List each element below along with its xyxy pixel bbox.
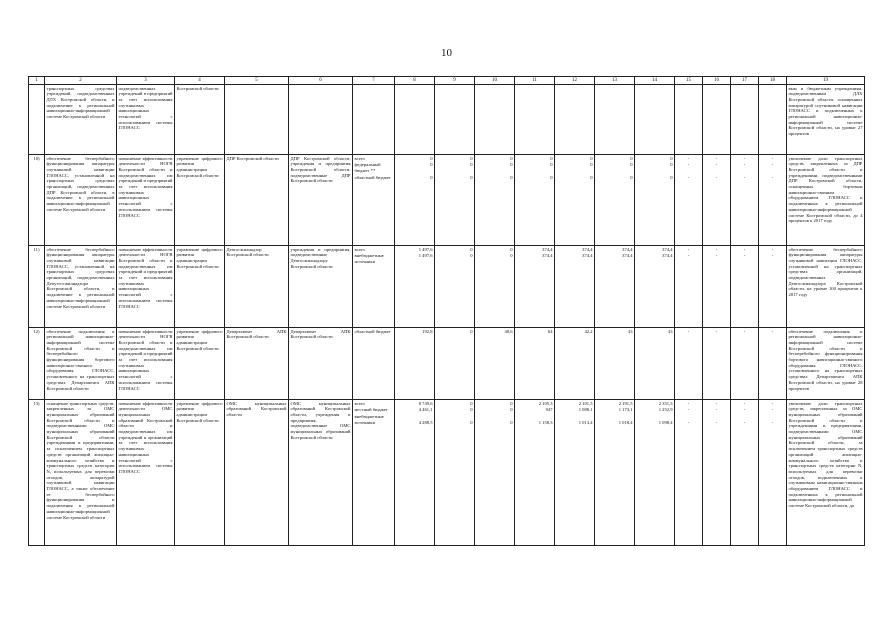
amount-cell — [595, 155, 635, 246]
amount-cell — [395, 155, 435, 246]
text-cell: транспортных средствах учреждений, подведомственных ДЛХ Костромской области, и подключение к региональной навигационно-информационной системе Костромской области — [45, 85, 117, 155]
amount-value: - — [715, 162, 718, 168]
amount-cell — [475, 85, 515, 155]
amount-value: - — [687, 419, 690, 425]
text-cell: управление цифрового развития администрации Костромской области — [175, 328, 225, 400]
text-cell: ДПР Костромской области, учреждения и предприятия Костромской области, подведомственные ДПР Костромской области — [289, 155, 353, 246]
amount-value: 0 — [510, 162, 513, 168]
amount-value: 0 — [670, 155, 673, 161]
column-number: 15 — [675, 77, 703, 85]
amount-value: - — [715, 155, 718, 161]
amount-value: 0 — [470, 174, 473, 180]
expected-result-cell: увеличение доли транспортных средств, закрепленных за ОМС муниципальных образований Костромской области и учреждениями и предприятиями, подведомственными ОМС муниципальных образований Костромской области, за исключением транспортных средств организаций жилищно-коммунального хозяйства и транспортных средств категории N, используемых для перевозки отходов, подключенных к спутниковым навигационно-связным оборудованием ГЛОНАСС и подключенных к региональной навигационно-информационной системе Костромской области, до — [787, 400, 865, 546]
amount-value: 374,4 — [542, 253, 553, 259]
column-number: 5 — [225, 77, 289, 85]
text-cell: Депгосжилнадзор Костромской области — [225, 246, 289, 328]
funding-source-cell — [353, 246, 395, 328]
amount-cell — [703, 85, 731, 155]
text-cell: повышение эффективности деятельности НОГВ Костромской области и подведомственных им учреждений и предприятий за счет использования спутниковых навигационных технологий с использованием системы ГЛОНАСС — [117, 246, 175, 328]
amount-cell — [595, 85, 635, 155]
amount-value: 947 — [545, 407, 553, 413]
amount-value: 1 497,6 — [418, 253, 433, 259]
amount-value: 0 — [670, 162, 673, 168]
amount-value: 0 — [470, 407, 473, 413]
amount-value: - — [743, 407, 746, 413]
amount-value: 0 — [470, 162, 473, 168]
table-row — [29, 85, 865, 155]
column-number: 19 — [787, 77, 865, 85]
funding-source: всего — [354, 155, 365, 161]
row-number-cell — [29, 85, 45, 155]
amount-cell — [475, 246, 515, 328]
amount-value: - — [715, 174, 718, 180]
amount-value: 1 013,4 — [578, 419, 593, 425]
amount-value: 0 — [510, 246, 513, 252]
amount-cell — [595, 246, 635, 328]
amount-value: 0 — [510, 407, 513, 413]
funding-source: областной бюджет — [354, 328, 391, 334]
amount-cell — [435, 246, 475, 328]
amount-value: - — [743, 253, 746, 259]
column-number: 6 — [289, 77, 353, 85]
amount-value: 0 — [430, 174, 433, 180]
table-body — [29, 85, 865, 546]
amount-cell — [555, 400, 595, 546]
text-cell: управление цифрового развития администрации Костромской области — [175, 155, 225, 246]
column-number: 11 — [515, 77, 555, 85]
text-cell — [289, 85, 353, 155]
amount-value: - — [687, 155, 690, 161]
amount-value: 42,2 — [584, 328, 593, 334]
amount-value: 33 — [627, 328, 633, 334]
amount-cell — [635, 246, 675, 328]
amount-cell — [731, 400, 759, 546]
amount-value: - — [743, 174, 746, 180]
amount-value: 1 497,6 — [418, 246, 433, 252]
expected-result-cell: обеспечение беспербойного функционирования аппаратуры спутниковой навигации ГЛОНАСС, установленной на транспортных средствах организаций, подведомственных Депгосжилнадзора Костромской области, на уровне 100 процентов к 2017 году — [787, 246, 865, 328]
amount-value: - — [715, 253, 718, 259]
amount-cell — [475, 400, 515, 546]
amount-cell — [759, 400, 787, 546]
amount-value: 0 — [510, 400, 513, 406]
amount-value: 0 — [630, 155, 633, 161]
column-number: 13 — [595, 77, 635, 85]
amount-cell — [675, 246, 703, 328]
text-cell: ОМС муниципальных образований Костромской области — [225, 400, 289, 546]
amount-cell — [759, 328, 787, 400]
text-cell: повышение эффективности деятельности ОМС муниципальных образований Костромской области и подведомственных им учреждений и организаций за счет использования спутниковых навигационных технологий с использованием системы ГЛОНАСС — [117, 400, 175, 546]
amount-value: - — [743, 419, 746, 425]
amount-value: - — [771, 155, 774, 161]
amount-value: 0 — [590, 162, 593, 168]
amount-value: - — [771, 407, 774, 413]
program-measures-table — [28, 76, 865, 546]
amount-value: 192,8 — [422, 328, 433, 334]
amount-cell — [759, 246, 787, 328]
column-number: 7 — [353, 77, 395, 85]
table-row — [29, 155, 865, 246]
text-cell: обеспечение беспербойного функционирования аппаратуры спутниковой навигации ГЛОНАСС, установленной на транспортных средствах организаций, подведомственных Депутгосжилнадзора Костромской области, и подключение к региональной навигационно-информационной системе Костромской области — [45, 246, 117, 328]
table-row — [29, 246, 865, 328]
expected-result-cell: вым и бюджетным учреждениям, подведомственным ДЛХ Костромской области, оснащенных аппаратурой спутниковой навигации ГЛОНАСС и подключенных к региональной навигационно-информационной системе Костромской области, на уровне 27 процентов — [787, 85, 865, 155]
amount-value: - — [715, 400, 718, 406]
amount-value: - — [743, 162, 746, 168]
amount-value: - — [743, 155, 746, 161]
amount-value: 2 191,5 — [618, 400, 633, 406]
amount-cell — [435, 85, 475, 155]
amount-value: 0 — [550, 162, 553, 168]
row-number-cell: 12) — [29, 328, 45, 400]
funding-source: областной бюджет — [354, 174, 391, 180]
text-cell: повышение эффективности деятельности НОГВ Костромской области и подведомственных им учреждений и предприятий за счет использования спутниковых навигационных технологий с использованием системы ГЛОНАСС — [117, 155, 175, 246]
funding-source-cell — [353, 85, 395, 155]
amount-cell — [731, 155, 759, 246]
amount-value: 374,4 — [582, 246, 593, 252]
column-number: 1 — [29, 77, 45, 85]
amount-value: 374,4 — [622, 246, 633, 252]
column-number: 18 — [759, 77, 787, 85]
amount-cell — [555, 328, 595, 400]
column-number: 8 — [395, 77, 435, 85]
amount-cell — [731, 246, 759, 328]
amount-value: 48,6 — [504, 328, 513, 334]
amount-value: 0 — [550, 174, 553, 180]
funding-source-cell — [353, 155, 395, 246]
text-cell — [225, 85, 289, 155]
amount-value: 33 — [667, 328, 673, 334]
column-number: 14 — [635, 77, 675, 85]
amount-value: - — [715, 328, 718, 334]
amount-value: 0 — [510, 253, 513, 259]
funding-source: всего — [354, 400, 365, 406]
amount-value: - — [771, 174, 774, 180]
text-cell: ОМС муниципальных образований Костромской области, учреждения и предприятия, подведомственные ОМС муниципальных образований Костромской области — [289, 400, 353, 546]
amount-value: 374,4 — [662, 246, 673, 252]
column-number: 17 — [731, 77, 759, 85]
amount-cell — [703, 328, 731, 400]
amount-cell — [395, 246, 435, 328]
column-number: 2 — [45, 77, 117, 85]
amount-cell — [555, 246, 595, 328]
amount-value: 374,4 — [582, 253, 593, 259]
row-number-cell: 11) — [29, 246, 45, 328]
text-cell: обеспечение беспербойного функционирования аппаратуры спутниковой навигации ГЛОНАСС, установленной на транспортных средствах организаций, подведомственных ДПР Костромской области, в подключение к региональной навигационно-информационной системе Костромской области — [45, 155, 117, 246]
amount-value: - — [743, 328, 746, 334]
amount-cell — [635, 155, 675, 246]
text-cell: Департамент АПК Костромской области — [225, 328, 289, 400]
expected-result-cell: увеличение доли транспортных средств, закрепленных за ДПР Костромской области и учреждениями, подведомственными ДПР Костромской области, оснащенных бортовым навигационно-связным оборудованием ГЛОНАСС и подключенных к региональной навигационно-информационной системе Костромской области, до 4 процентов к 2017 году — [787, 155, 865, 246]
column-number: 9 — [435, 77, 475, 85]
amount-value: 374,4 — [542, 246, 553, 252]
amount-value: - — [687, 246, 690, 252]
amount-cell — [515, 400, 555, 546]
amount-value: 1 088,1 — [578, 407, 593, 413]
amount-cell — [675, 155, 703, 246]
amount-value: 0 — [470, 155, 473, 161]
amount-value: 0 — [670, 174, 673, 180]
amount-cell — [703, 246, 731, 328]
amount-value: - — [771, 246, 774, 252]
funding-source: внебюджетные источники — [354, 413, 384, 425]
table-row — [29, 400, 865, 546]
amount-cell — [395, 400, 435, 546]
text-cell: Департамент АПК Костромской области — [289, 328, 353, 400]
amount-cell — [435, 400, 475, 546]
amount-cell — [475, 328, 515, 400]
amount-value: - — [771, 419, 774, 425]
amount-cell — [675, 400, 703, 546]
amount-value: 4 288,5 — [418, 419, 433, 425]
amount-cell — [703, 155, 731, 246]
amount-value: 0 — [630, 174, 633, 180]
amount-value: 0 — [470, 253, 473, 259]
amount-value: 0 — [630, 162, 633, 168]
amount-value: 0 — [430, 155, 433, 161]
text-cell: обеспечение подключения к региональной навигационно-информационной системе Костромской области и бесперебойного функционирования бортового навигационно-связного оборудования ГЛОНАСС, установленного на транспортных средствах Департамента АПК Костромской области — [45, 328, 117, 400]
amount-value: - — [771, 328, 774, 334]
text-cell: Костромской области — [175, 85, 225, 155]
amount-cell — [435, 328, 475, 400]
column-number: 12 — [555, 77, 595, 85]
amount-value: - — [715, 246, 718, 252]
amount-cell — [731, 328, 759, 400]
amount-value: - — [687, 400, 690, 406]
amount-cell — [635, 85, 675, 155]
amount-cell — [515, 246, 555, 328]
amount-value: 0 — [470, 419, 473, 425]
amount-cell — [635, 400, 675, 546]
amount-value: 374,4 — [622, 253, 633, 259]
amount-cell — [635, 328, 675, 400]
amount-value: - — [771, 162, 774, 168]
amount-value: 0 — [510, 155, 513, 161]
amount-value: 8 749,6 — [418, 400, 433, 406]
amount-value: - — [771, 400, 774, 406]
amount-cell — [435, 155, 475, 246]
amount-cell — [555, 155, 595, 246]
amount-value: - — [687, 328, 690, 334]
funding-source-cell — [353, 400, 395, 546]
text-cell: управление цифрового развития администрации Костромской области — [175, 400, 225, 546]
amount-value: - — [687, 174, 690, 180]
text-cell: ДПР Костромской области — [225, 155, 289, 246]
funding-source: всего — [354, 246, 365, 252]
column-number: 4 — [175, 77, 225, 85]
row-number-cell: 13) — [29, 400, 45, 546]
amount-value: 0 — [470, 246, 473, 252]
funding-source: внебюджетные источники — [354, 253, 384, 264]
amount-value: 0 — [550, 155, 553, 161]
table-row — [29, 328, 865, 400]
amount-value: 2 105,3 — [538, 400, 553, 406]
amount-value: 0 — [470, 400, 473, 406]
amount-value: 1 018,4 — [618, 419, 633, 425]
amount-cell — [515, 328, 555, 400]
text-cell: оснащение транспортных средств, закрепленных за ОМС муниципальных образований Костромской области и подведомственными ОМС муниципальных образований Костромской области учреждениями и предприятиями, за исключением транспортных средств организаций жилищно-коммунального хозяйства и транспортных средств категории N, используемых для перевозки отходов, аппаратурой спутниковой навигации ГЛОНАСС, а также обеспечение ее беспербойного функционирования и подключения к региональной навигационно-информационной системе Костромской области — [45, 400, 117, 546]
amount-value: 0 — [590, 174, 593, 180]
amount-value: 1 098,4 — [658, 419, 673, 425]
expected-result-cell: обеспечение подключения к региональной навигационно-информационной системе Костромской области и бесперебойного функционирования бортового навигационно-связного оборудования ГЛОНАСС, установленного на транспортных средствах Департамента АПК Костромской области, на уровне 28 процентов — [787, 328, 865, 400]
amount-value: - — [687, 407, 690, 413]
header-numbers-row — [29, 77, 865, 85]
amount-value: 1 158,3 — [538, 419, 553, 425]
amount-value: 2 101,5 — [578, 400, 593, 406]
row-number-cell: 10) — [29, 155, 45, 246]
amount-cell — [555, 85, 595, 155]
amount-value: - — [687, 253, 690, 259]
amount-cell — [595, 328, 635, 400]
text-cell: учреждения и предприятия, подведомственные Депгосжилнадзору Костромской области — [289, 246, 353, 328]
amount-value: 64 — [547, 328, 553, 334]
funding-source: местный бюджет — [354, 407, 388, 413]
funding-source-cell — [353, 328, 395, 400]
text-cell: подведомственных учреждений в предприятий за счет использования спутниковых навигационных технологий с использованием системы ГЛОНАСС — [117, 85, 175, 155]
text-cell: управление цифрового развития администрации Костромской области — [175, 246, 225, 328]
amount-value: 0 — [470, 328, 473, 334]
amount-cell — [595, 400, 635, 546]
amount-value: - — [715, 419, 718, 425]
amount-cell — [515, 155, 555, 246]
amount-value: 0 — [590, 155, 593, 161]
amount-value: - — [771, 253, 774, 259]
amount-value: 0 — [430, 162, 433, 168]
amount-cell — [675, 85, 703, 155]
amount-cell — [759, 155, 787, 246]
amount-cell — [515, 85, 555, 155]
text-cell: повышение эффективности деятельности НОГВ Костромской области и подведомственных им учреждений и предприятий за счет использования спутниковых навигационных технологий с использованием системы ГЛОНАСС — [117, 328, 175, 400]
amount-value: - — [687, 162, 690, 168]
amount-value: 374,4 — [662, 253, 673, 259]
amount-cell — [395, 328, 435, 400]
amount-value: 0 — [510, 419, 513, 425]
amount-cell — [675, 328, 703, 400]
amount-cell — [703, 400, 731, 546]
amount-value: 4 461,1 — [418, 407, 433, 413]
amount-cell — [731, 85, 759, 155]
amount-value: - — [743, 246, 746, 252]
amount-value: 1 173,1 — [618, 407, 633, 413]
column-number: 10 — [475, 77, 515, 85]
amount-value: 0 — [510, 174, 513, 180]
column-number: 3 — [117, 77, 175, 85]
amount-cell — [759, 85, 787, 155]
column-number: 16 — [703, 77, 731, 85]
amount-cell — [395, 85, 435, 155]
funding-source: федеральный бюджет ** — [354, 162, 381, 173]
amount-value: 1 252,9 — [658, 407, 673, 413]
amount-value: - — [715, 407, 718, 413]
amount-value: 2 351,3 — [658, 400, 673, 406]
amount-value: - — [743, 400, 746, 406]
amount-cell — [475, 155, 515, 246]
page-number: 10 — [441, 47, 452, 59]
